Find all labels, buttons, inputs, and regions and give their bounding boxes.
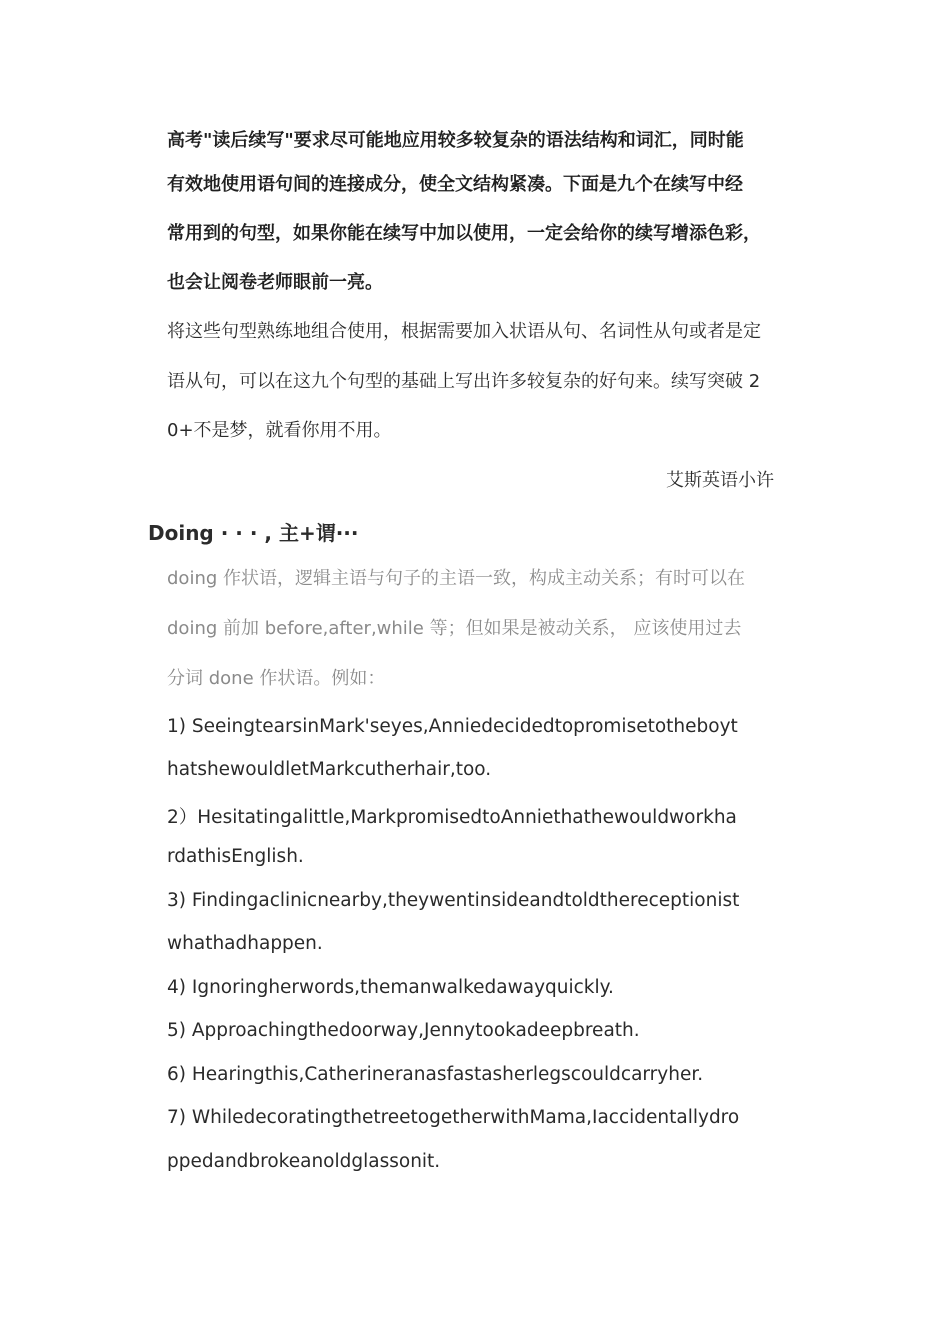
intro-line-1: 高考"读后续写"要求尽可能地应用较多较复杂的语法结构和词汇，同时能 [167,130,744,151]
example-line-5: 3) Findingaclinicnearby,theywentinsideandtoldthereceptionist [167,890,740,911]
usage-line-3: 0+不是梦，就看你用不用。 [167,420,392,441]
explanation-line-1: doing 作状语，逻辑主语与句子的主语一致，构成主动关系；有时可以在 [167,568,745,589]
explanation-line-2: doing 前加 before,after,while 等；但如果是被动关系， 应该使用过去 [167,618,742,639]
usage-line-2: 语从句，可以在这九个句型的基础上写出许多较复杂的好句来。续写突破 2 [167,371,761,392]
example-line-2: hatshewouldletMarkcutherhair,too. [167,759,492,780]
example-line-10: 7) WhiledecoratingthetreetogetherwithMama,Iaccidentallydro [167,1107,740,1128]
author-signature: 艾斯英语小许 [666,470,774,491]
example-line-9: 6) Hearingthis,Catherineranasfastasherlegscouldcarryher. [167,1064,704,1085]
example-line-8: 5) Approachingthedoorway,Jennytookadeepbreath. [167,1020,640,1041]
intro-line-4: 也会让阅卷老师眼前一亮。 [167,272,383,293]
example-line-1: 1) SeeingtearsinMark'seyes,Anniedecidedtopromisetotheboyt [167,716,738,737]
intro-line-3: 常用到的句型，如果你能在续写中加以使用，一定会给你的续写增添色彩， [167,223,761,244]
example-line-7: 4) Ignoringherwords,themanwalkedawayquickly. [167,977,614,998]
intro-line-2: 有效地使用语句间的连接成分，使全文结构紧凑。下面是九个在续写中经 [167,174,743,195]
example-line-3: 2）Hesitatingalittle,MarkpromisedtoAnniethathewouldworkha [167,807,737,828]
explanation-line-3: 分词 done 作状语。例如： [167,668,386,689]
usage-line-1: 将这些句型熟练地组合使用，根据需要加入状语从句、名词性从句或者是定 [167,321,761,342]
example-line-6: whathadhappen. [167,933,323,954]
example-line-4: rdathisEnglish. [167,846,304,867]
section-heading: Doing · · · , 主+谓··· [148,521,359,545]
example-line-11: ppedandbrokeanoldglassonit. [167,1151,441,1172]
